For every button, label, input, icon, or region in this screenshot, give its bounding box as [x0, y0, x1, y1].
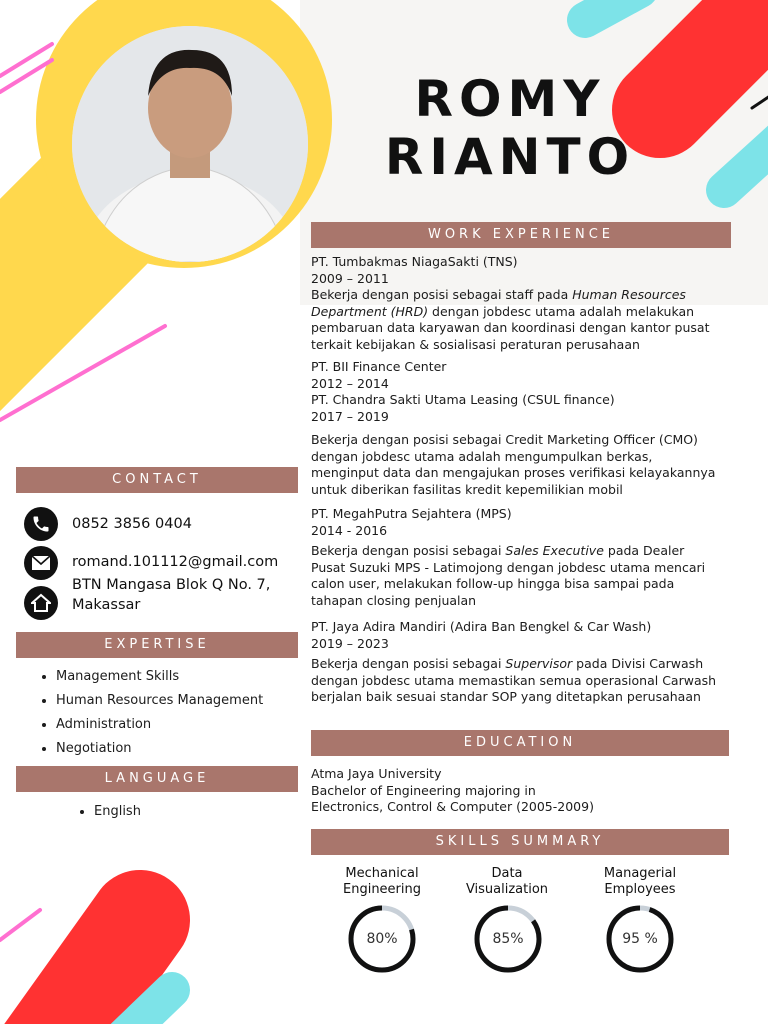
red-capsule — [40, 920, 140, 1024]
black-stripe — [752, 96, 768, 108]
expertise-item: • Human Resources Management — [56, 689, 263, 713]
skill-gauge — [346, 903, 418, 975]
cyan-capsule — [724, 130, 768, 190]
language-section-header: LANGUAGE — [16, 766, 298, 792]
skill-gauge — [604, 903, 676, 975]
work-experience-section-header: WORK EXPERIENCE — [311, 222, 731, 248]
profile-photo — [72, 26, 308, 262]
job-entry-4 — [311, 506, 721, 609]
skill-value: 80% — [366, 931, 398, 947]
home-icon — [24, 586, 58, 620]
language-list — [76, 800, 141, 824]
skill-value: 95 % — [622, 931, 658, 947]
job-entry-3-description: Bekerja dengan posisi sebagai Credit Marketing Officer (CMO) dengan jobdesc utama adalah mengumpulkan berkas, menginput data dan mengajukan proses verifikasi kelayakannya untuk diberikan fasilitas kredit kepemilikian mobil — [311, 432, 716, 497]
last-name: RIANTO — [384, 128, 636, 186]
job-entry-1 — [311, 254, 721, 353]
degree-line: Electronics, Control & Computer (2005-2009) — [311, 799, 594, 814]
job-years: 2019 – 2023 — [311, 635, 389, 651]
education-section-header: EDUCATION — [311, 730, 729, 756]
job-entry-5 — [311, 619, 721, 706]
expertise-item: • Management Skills — [56, 665, 263, 689]
job-company: PT. MegahPutra Sejahtera (MPS) — [311, 506, 512, 521]
contact-phone: 0852 3856 0404 — [72, 516, 192, 532]
contact-email-row — [24, 546, 58, 580]
job-description: Bekerja dengan posisi sebagai staff pada Human Resources Department (HRD) dengan jobdesc utama adalah melakukan pembaruan data karyawan dan koordinasi dengan kantor pusat terkait kebijakan & sosialisasi peraturan perusahaan — [311, 287, 710, 352]
degree-line: Bachelor of Engineering majoring in — [311, 782, 536, 798]
envelope-icon — [24, 546, 58, 580]
first-name: ROMY — [414, 70, 606, 128]
contact-email[interactable]: romand.101112@gmail.com — [72, 554, 279, 570]
contact-address-row — [24, 586, 58, 620]
contact-address — [72, 575, 270, 615]
language-item: • English — [94, 800, 141, 824]
job-years: 2009 – 2011 — [311, 270, 389, 286]
cyan-capsule — [585, 0, 640, 20]
skill-label: Data Visualization — [465, 866, 549, 897]
pink-stripe — [0, 326, 165, 420]
pink-stripe — [0, 910, 40, 940]
skills-section-header: SKILLS SUMMARY — [311, 829, 729, 855]
expertise-section-header: EXPERTISE — [16, 632, 298, 658]
job-description: Bekerja dengan posisi sebagai Sales Executive pada Dealer Pusat Suzuki MPS - Latimojong dengan jobdesc utama mencari calon user, melakukan follow-up hingga bisa sampai pada tahapan closing penjualan — [311, 543, 706, 608]
job-entry-2 — [311, 359, 721, 425]
person-silhouette-icon — [72, 26, 308, 262]
contact-section-header: CONTACT — [16, 467, 298, 493]
job-years: 2017 – 2019 — [311, 408, 389, 424]
skill-gauge — [472, 903, 544, 975]
expertise-item: • Negotiation — [56, 737, 263, 761]
address-line-1: BTN Mangasa Blok Q No. 7, — [72, 577, 271, 593]
expertise-item: • Administration — [56, 713, 263, 737]
skill-label: Managerial Employees — [603, 866, 677, 897]
job-years: 2014 - 2016 — [311, 522, 388, 538]
job-company: PT. BII Finance Center — [311, 359, 447, 374]
pink-stripe — [0, 60, 52, 92]
education-entry — [311, 766, 721, 816]
job-company: PT. Jaya Adira Mandiri (Adira Ban Bengkel & Car Wash) — [311, 619, 652, 634]
expertise-list — [38, 665, 263, 761]
job-description: Bekerja dengan posisi sebagai Supervisor pada Divisi Carwash dengan jobdesc utama memastikan semua operasional Carwash berjalan baik sesuai standar SOP yang ditetapkan perusahaan — [311, 656, 717, 704]
contact-phone-row — [24, 507, 58, 541]
school-name: Atma Jaya University — [311, 766, 442, 781]
skill-value: 85% — [492, 931, 524, 947]
job-company: PT. Chandra Sakti Utama Leasing (CSUL finance) — [311, 392, 615, 407]
person-name — [330, 70, 690, 186]
pink-stripe — [0, 44, 52, 76]
skill-label: Mechanical Engineering — [343, 866, 421, 897]
job-years: 2012 – 2014 — [311, 375, 389, 391]
address-line-2: Makassar — [72, 597, 141, 613]
job-company: PT. Tumbakmas NiagaSakti (TNS) — [311, 254, 518, 269]
phone-icon — [24, 507, 58, 541]
